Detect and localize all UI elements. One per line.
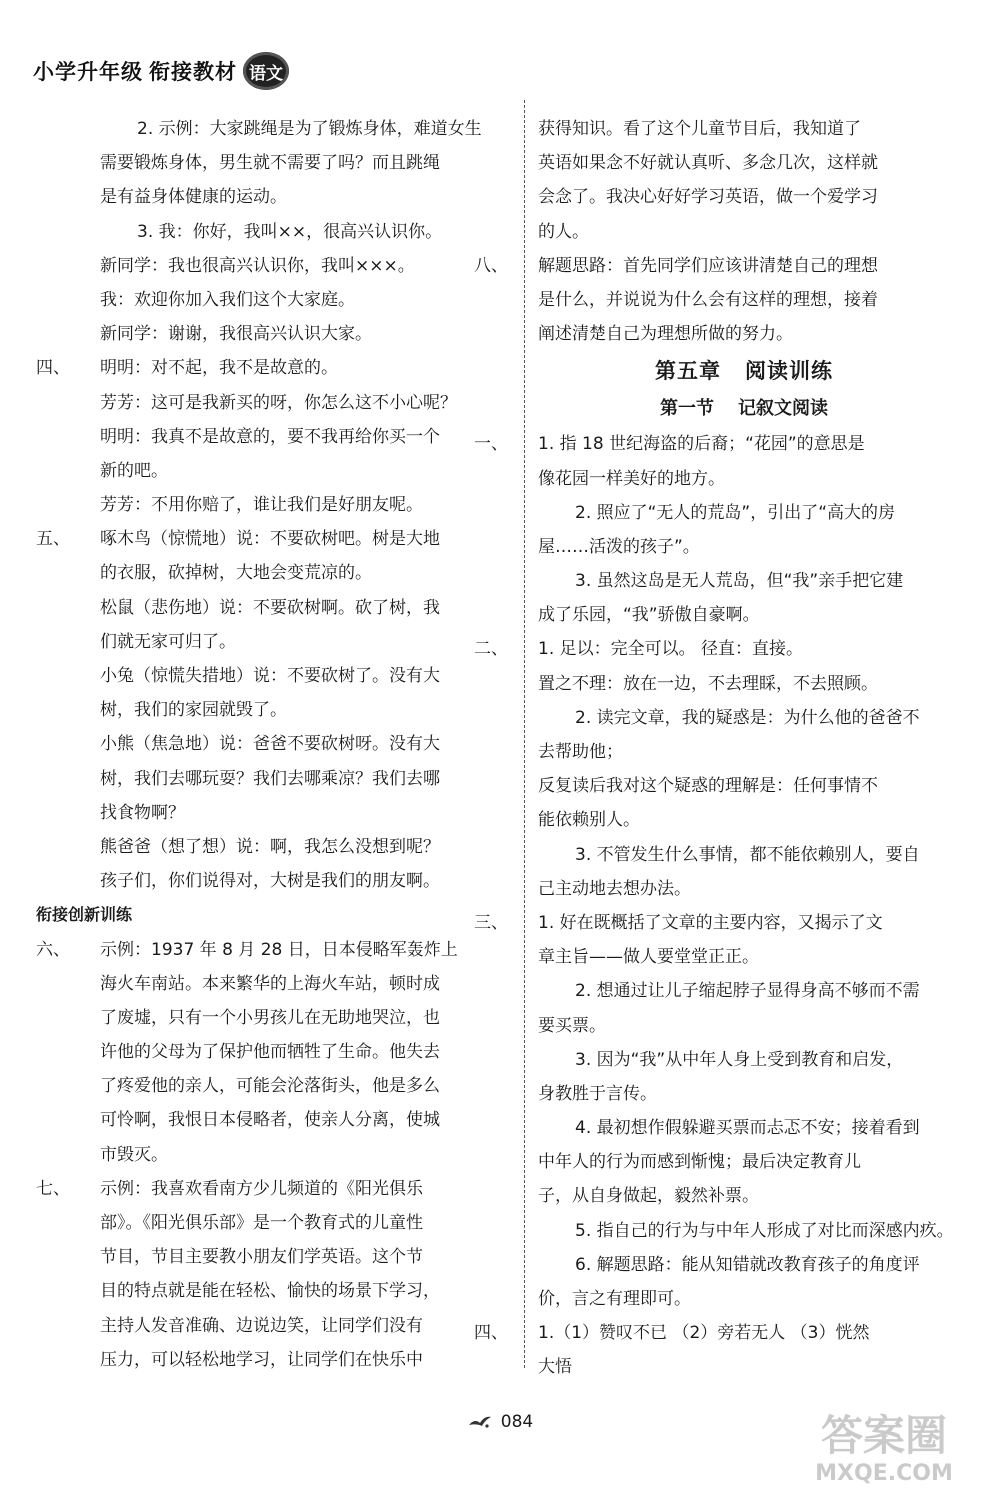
text-line (538, 735, 950, 769)
text-line (538, 1282, 950, 1316)
text-line (100, 830, 518, 864)
line-text: 们就无家可归了。 (100, 631, 236, 652)
line-text: 1. 足以：完全可以。 径直：直接。 (538, 639, 804, 660)
question-label: 三、 (474, 912, 508, 933)
bird-icon (467, 1414, 493, 1430)
text-line (538, 1248, 950, 1282)
line-text: 熊爸爸（想了想）说：啊，我怎么没想到呢？ (100, 836, 440, 857)
line-text: 章主旨——做人要堂堂正正。 (538, 947, 759, 968)
text-line (100, 591, 518, 625)
text-line (100, 1103, 518, 1137)
line-text: 2. 照应了“无人的荒岛”，引出了“高大的房 (575, 502, 896, 523)
line-text: 1. 好在既概括了文章的主要内容，又揭示了文 (538, 912, 883, 933)
line-text: 3. 虽然这岛是无人荒岛，但“我”亲手把它建 (575, 571, 904, 592)
line-text: 示例：我喜欢看南方少儿频道的《阳光俱乐 (100, 1178, 423, 1199)
line-text: 的人。 (538, 221, 589, 242)
text-line (100, 283, 518, 317)
line-text: 孩子们，你们说得对，大树是我们的朋友啊。 (100, 871, 440, 892)
text-line (538, 1077, 950, 1111)
right-column-bottom (474, 427, 954, 1384)
right-column-top (474, 112, 950, 351)
text-line (100, 796, 518, 830)
watermark-text: 答案圈 (820, 1411, 948, 1460)
text-line (100, 488, 518, 522)
text-line (100, 556, 518, 590)
text-line (538, 180, 950, 214)
text-line (100, 317, 518, 351)
text-line (538, 564, 950, 598)
text-line (100, 762, 518, 796)
line-text: 小熊（焦急地）说：爸爸不要砍树呀。没有大 (100, 734, 440, 755)
text-line (538, 701, 950, 735)
question-label: 七、 (36, 1178, 70, 1199)
text-line (538, 530, 950, 564)
line-text: 新的吧。 (100, 460, 168, 481)
text-line (36, 522, 518, 556)
line-text: 4. 最初想作假躲避买票而忐忑不安；接着看到 (575, 1118, 920, 1139)
header-book: 衔接教材 (149, 60, 237, 84)
text-line (100, 1138, 518, 1172)
line-text: 啄木鸟（惊慌地）说：不要砍树吧。树是大地 (100, 529, 440, 550)
line-text: 了废墟，只有一个小男孩儿在无助地哭泣，也 (100, 1007, 440, 1028)
line-text: 芳芳：这可是我新买的呀，你怎么这不小心呢？ (100, 392, 457, 413)
text-line (538, 974, 950, 1008)
line-text: 节目，节目主要教小朋友们学英语。这个节 (100, 1247, 423, 1268)
text-line (474, 1316, 950, 1350)
text-line (100, 1274, 518, 1308)
text-line (100, 420, 518, 454)
line-text: 新同学：我也很高兴认识你，我叫×××。 (100, 255, 415, 276)
line-text: 解题思路：首先同学们应该讲清楚自己的理想 (538, 255, 878, 276)
text-line (100, 1343, 518, 1377)
line-text: 3. 我：你好，我叫××，很高兴认识你。 (137, 221, 443, 242)
text-line (538, 940, 950, 974)
line-text: 1.（1）赞叹不已 （2）旁若无人 （3）恍然 (538, 1323, 870, 1344)
line-text: 目的特点就是能在轻松、愉快的场景下学习， (100, 1281, 440, 1302)
line-text: 压力，可以轻松地学习，让同学们在快乐中 (100, 1349, 423, 1370)
text-line (538, 1145, 950, 1179)
text-line (538, 667, 950, 701)
column-divider (524, 100, 525, 1368)
line-text: 要买票。 (538, 1015, 606, 1036)
question-label: 二、 (474, 639, 508, 660)
question-label: 八、 (474, 255, 508, 276)
text-line (538, 769, 950, 803)
line-text: 树，我们去哪玩耍？我们去哪乘凉？我们去哪 (100, 768, 440, 789)
line-text: 成了乐园，“我”骄傲自豪啊。 (538, 605, 760, 626)
text-line (538, 112, 950, 146)
line-text: 找食物啊？ (100, 802, 185, 823)
chapter-title: 阅读训练 (745, 359, 833, 384)
text-line (538, 872, 950, 906)
text-line (538, 1009, 950, 1043)
text-line (538, 146, 950, 180)
question-label: 四、 (36, 358, 70, 379)
text-line (100, 112, 518, 146)
line-text: 子，从自身做起，毅然补票。 (538, 1186, 759, 1207)
text-line (36, 351, 518, 385)
text-line (538, 215, 950, 249)
text-line (100, 659, 518, 693)
subject-badge: 语文 (243, 52, 289, 90)
text-line (36, 898, 518, 932)
line-text: 1. 指 18 世纪海盗的后裔；“花园”的意思是 (538, 434, 865, 455)
text-line (100, 727, 518, 761)
line-text: 3. 不管发生什么事情，都不能依赖别人，要自 (575, 844, 920, 865)
text-line (474, 427, 950, 461)
line-text: 新同学：谢谢，我很高兴认识大家。 (100, 324, 372, 345)
section-title: 记叙文阅读 (738, 398, 828, 420)
text-line (100, 1035, 518, 1069)
header-series: 小学升年级 (33, 60, 143, 84)
line-text: 价，言之有理即可。 (538, 1289, 691, 1309)
line-text: 大悟 (538, 1357, 572, 1378)
text-line (538, 838, 950, 872)
line-text: 能依赖别人。 (538, 810, 640, 831)
left-column (36, 112, 518, 1377)
watermark-logo (790, 1408, 978, 1486)
chapter-heading (538, 351, 950, 391)
line-text: 像花园一样美好的地方。 (538, 468, 725, 489)
text-line (100, 693, 518, 727)
line-text: 部》。《阳光俱乐部》是一个教育式的儿童性 (100, 1213, 423, 1233)
section-heading (538, 391, 950, 427)
page-number: 084 (500, 1412, 534, 1432)
text-line (474, 906, 950, 940)
text-line (100, 1001, 518, 1035)
text-line (100, 1240, 518, 1274)
text-line (538, 1043, 950, 1077)
text-line (100, 967, 518, 1001)
text-line (538, 1350, 950, 1384)
line-text: 树，我们的家园就毁了。 (100, 700, 287, 721)
line-text: 2. 想通过让儿子缩起脖子显得身高不够而不需 (575, 981, 920, 1002)
line-text: 需要锻炼身体，男生就不需要了吗？而且跳绳 (100, 153, 440, 174)
line-text: 2. 示例：大家跳绳是为了锻炼身体，难道女生 (137, 119, 482, 139)
line-text: 松鼠（悲伤地）说：不要砍树啊。砍了树，我 (100, 597, 440, 618)
line-text: 主持人发音准确、边说边笑，让同学们没有 (100, 1315, 423, 1336)
line-text: 会念了。我决心好好学习英语，做一个爱学习 (538, 187, 878, 208)
text-line (538, 317, 950, 351)
line-text: 的衣服，砍掉树，大地会变荒凉的。 (100, 563, 372, 584)
question-label: 六、 (36, 939, 70, 960)
line-text: 屋……活泼的孩子”。 (538, 536, 700, 557)
text-line (100, 1069, 518, 1103)
line-text: 6. 解题思路：能从知错就改教育孩子的角度评 (575, 1254, 920, 1275)
line-text: 示例：1937 年 8 月 28 日，日本侵略军轰炸上 (100, 939, 458, 960)
book-header (33, 52, 289, 90)
text-line (100, 1206, 518, 1240)
text-line (36, 1172, 518, 1206)
question-label: 四、 (474, 1323, 508, 1344)
text-line (100, 180, 518, 214)
text-line (100, 864, 518, 898)
watermark-url: MXQE.COM (815, 1461, 953, 1486)
line-text: 小兔（惊慌失措地）说：不要砍树了。没有大 (100, 666, 440, 686)
line-text: 是有益身体健康的运动。 (100, 187, 287, 208)
text-line (100, 249, 518, 283)
text-line (474, 249, 950, 283)
right-column (474, 112, 954, 1385)
text-line (538, 496, 950, 530)
text-line (538, 283, 950, 317)
text-line (538, 598, 950, 632)
text-line (100, 215, 518, 249)
chapter-number: 第五章 (655, 359, 721, 384)
line-text: 2. 读完文章，我的疑惑是：为什么他的爸爸不 (575, 707, 920, 728)
line-text: 明明：我真不是故意的，要不我再给你买一个 (100, 426, 440, 447)
subsection-title: 衔接创新训练 (36, 905, 133, 925)
line-text: 许他的父母为了保护他而牺牲了生命。他失去 (100, 1042, 440, 1063)
text-line (538, 1111, 950, 1145)
section-number: 第一节 (660, 398, 714, 420)
question-label: 五、 (36, 529, 70, 550)
line-text: 英语如果念不好就认真听、多念几次，这样就 (538, 153, 878, 174)
text-line (538, 1179, 950, 1213)
text-line (100, 1309, 518, 1343)
line-text: 是什么，并说说为什么会有这样的理想，接着 (538, 289, 878, 310)
text-line (538, 1214, 954, 1248)
line-text: 获得知识。看了这个儿童节目后，我知道了 (538, 119, 861, 139)
text-line (538, 803, 950, 837)
line-text: 明明：对不起，我不是故意的。 (100, 358, 338, 379)
text-line (538, 462, 950, 496)
line-text: 置之不理：放在一边，不去理睬，不去照顾。 (538, 673, 878, 694)
line-text: 我：欢迎你加入我们这个大家庭。 (100, 289, 355, 310)
line-text: 中年人的行为而感到惭愧；最后决定教育儿 (538, 1152, 861, 1173)
line-text: 身教胜于言传。 (538, 1083, 657, 1104)
line-text: 己主动地去想办法。 (538, 878, 691, 899)
text-line (100, 386, 518, 420)
line-text: 反复读后我对这个疑惑的理解是：任何事情不 (538, 776, 878, 797)
text-line (474, 632, 950, 666)
text-line (100, 625, 518, 659)
line-text: 5. 指自己的行为与中年人形成了对比而深感内疚。 (575, 1220, 954, 1241)
question-label: 一、 (474, 434, 508, 455)
text-line (100, 454, 518, 488)
text-line (100, 146, 518, 180)
line-text: 可怜啊，我恨日本侵略者，使亲人分离，使城 (100, 1110, 440, 1131)
line-text: 海火车南站。本来繁华的上海火车站，顿时成 (100, 973, 440, 994)
line-text: 芳芳：不用你赔了，谁让我们是好朋友呢。 (100, 495, 423, 516)
line-text: 市毁灭。 (100, 1144, 168, 1165)
line-text: 了疼爱他的亲人，可能会沦落街头，他是多么 (100, 1076, 440, 1097)
line-text: 去帮助他； (538, 742, 623, 762)
line-text: 3. 因为“我”从中年人身上受到教育和启发， (575, 1049, 904, 1070)
line-text: 阐述清楚自己为理想所做的努力。 (538, 324, 793, 345)
text-line (36, 933, 518, 967)
